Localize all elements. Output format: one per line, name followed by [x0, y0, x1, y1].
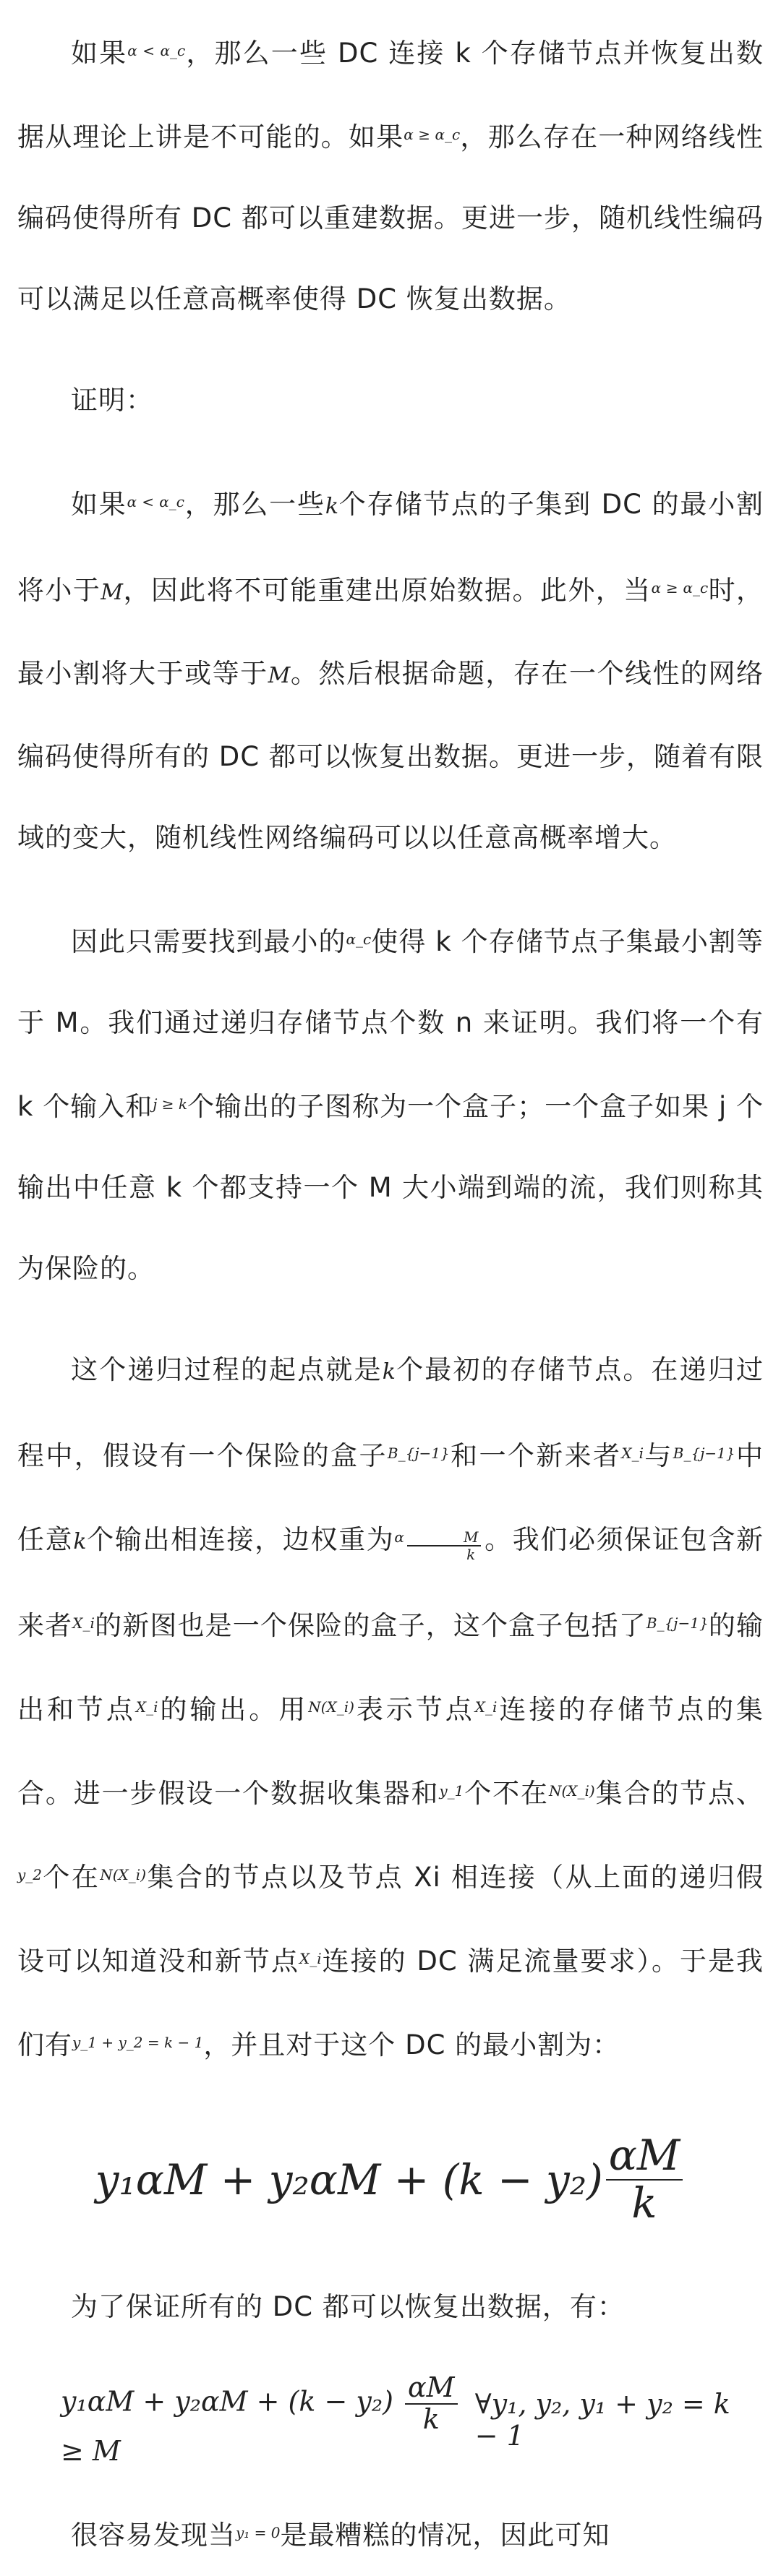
text: 使得 k 个存储节点子集最小割等于 M。我们通过递归存储节点个数 n 来证明。我们将一个有 k 个输入和 — [17, 926, 764, 1122]
text: 和一个新来者 — [449, 1440, 622, 1471]
text: 的输出和节点 — [17, 1610, 764, 1725]
formula-relation: ≥ M — [61, 2434, 121, 2467]
math-inline: α < α_c — [127, 42, 186, 59]
math-inline: y_2 — [17, 1866, 43, 1883]
text: 是最糟糕的情况，因此可知 — [280, 2520, 610, 2551]
fraction-denominator: k — [466, 1546, 476, 1563]
text: 集合的节点以及节点 Xi 相连接（从上面的递归假设可以知道没和新节点 — [17, 1862, 764, 1977]
text: 。我们必须保证包含新来者 — [17, 1524, 764, 1641]
math-inline: α ≥ α_c — [404, 126, 461, 143]
proof-label: 证明： — [71, 385, 153, 416]
inequality-body — [61, 2373, 475, 2467]
text: ，因此将不可能重建出原始数据。此外，当 — [123, 575, 652, 606]
math-inline: X_i — [135, 1698, 158, 1716]
text: 个不在 — [464, 1778, 549, 1809]
text: 个输出相连接，边权重为 — [86, 1524, 395, 1555]
text: 个存储节点的子集到 DC 的最小割将小于 — [17, 489, 764, 606]
text: ，那么一些 — [184, 489, 325, 520]
math-inline: y₁ = 0 — [236, 2524, 281, 2541]
math-inline: k — [382, 1359, 396, 1385]
text: 与 — [644, 1440, 673, 1471]
math-inline: B_{j−1} — [646, 1614, 709, 1632]
math-inline: α_c — [346, 930, 372, 948]
math-inline: α ≥ α_c — [651, 579, 709, 596]
math-inline: α < α_c — [127, 493, 184, 510]
formula-left: y₁αM + y₂αM + (k − y₂) — [95, 2155, 603, 2204]
text: 连接的 DC 满足流量要求）。于是我们有 — [17, 1946, 764, 2061]
text: 连接的存储节点的集合。进一步假设一个数据收集器和 — [17, 1694, 764, 1809]
recovery-inequality — [17, 2355, 764, 2485]
text: 个输出的子图称为一个盒子；一个盒子如果 j 个输出中任意 k 个都支持一个 M 大小端到端的流，我们则称其为保险的。 — [17, 1091, 764, 1284]
text: 时，最小割将大于或等于 — [17, 575, 764, 689]
min-cut-formula — [17, 2108, 764, 2252]
text: 如果 — [71, 489, 127, 520]
text: 中任意 — [17, 1440, 764, 1555]
text: 集合的节点、 — [594, 1778, 764, 1809]
formula-condition: ∀y₁, y₂, y₁ + y₂ = k − 1 — [474, 2388, 730, 2452]
paragraph-proof-3 — [17, 1330, 764, 2086]
math-inline: k — [73, 1529, 87, 1554]
paragraph-theorem — [17, 10, 764, 340]
math-inline: j ≥ k — [153, 1095, 188, 1113]
text: 这个递归过程的起点就是 — [71, 1354, 383, 1385]
text: 表示节点 — [354, 1694, 475, 1725]
text: 的输出。用 — [158, 1694, 309, 1725]
edge-weight-fraction — [407, 1529, 481, 1562]
math-inline: y_1 — [439, 1782, 464, 1800]
paragraph-final — [17, 2492, 764, 2576]
text: 。然后根据命题，存在一个线性的网络编码使得所有的 DC 都可以恢复出数据。更进一步，随着有限域的变大，随机线性网络编码可以以任意高概率增大。 — [17, 658, 764, 853]
text: 个在 — [42, 1862, 101, 1893]
text: ，那么一些 DC 连接 k 个存储节点并恢复出数据从理论上讲是不可能的。如果 — [17, 38, 764, 153]
text: 很容易发现当 — [71, 2520, 236, 2551]
math-inline: X_i — [621, 1445, 644, 1462]
text: 个最初的存储节点。在递归过程中，假设有一个保险的盒子 — [17, 1354, 764, 1471]
paragraph-condition: 为了保证所有的 DC 都可以恢复出数据，有： — [71, 2291, 625, 2322]
math-inline: B_{j−1} — [673, 1445, 735, 1462]
text: ，那么存在一种网络线性编码使得所有 DC 都可以重建数据。更进一步，随机线性编码可以满足以任意高概率使得 DC 恢复出数据。 — [17, 121, 764, 314]
text: 的新图也是一个保险的盒子，这个盒子包括了 — [94, 1610, 646, 1641]
fraction-numerator: M — [407, 1529, 481, 1546]
paragraph-proof-2 — [17, 899, 764, 1309]
math-inline: X_i — [474, 1698, 498, 1716]
math-inline: N(X_i) — [308, 1698, 354, 1716]
math-inline: N(X_i) — [548, 1782, 595, 1800]
fraction-denominator: k — [422, 2403, 440, 2435]
text: ，并且对于这个 DC 的最小割为： — [203, 2029, 620, 2061]
math-inline: B_{j−1} — [387, 1445, 450, 1462]
formula-fraction — [606, 2133, 683, 2227]
fraction-denominator: k — [631, 2178, 657, 2228]
math-inline: N(X_i) — [100, 1866, 146, 1883]
text: 因此只需要找到最小的 — [71, 926, 346, 957]
math-inline: k — [325, 494, 338, 519]
fraction-numerator: αM — [405, 2373, 458, 2405]
paragraph-proof-1 — [17, 461, 764, 878]
math-inline: M — [101, 580, 124, 605]
text: 如果 — [71, 38, 128, 69]
math-inline: α — [394, 1528, 404, 1546]
fraction-numerator: αM — [606, 2133, 683, 2181]
math-inline: y_1 + y_2 = k − 1 — [72, 2034, 204, 2051]
formula-fraction — [405, 2373, 458, 2435]
math-inline: M — [268, 663, 291, 688]
math-inline: X_i — [299, 1950, 322, 1967]
formula-left: y₁αM + y₂αM + (k − y₂) — [61, 2385, 393, 2418]
math-inline: X_i — [72, 1614, 95, 1632]
